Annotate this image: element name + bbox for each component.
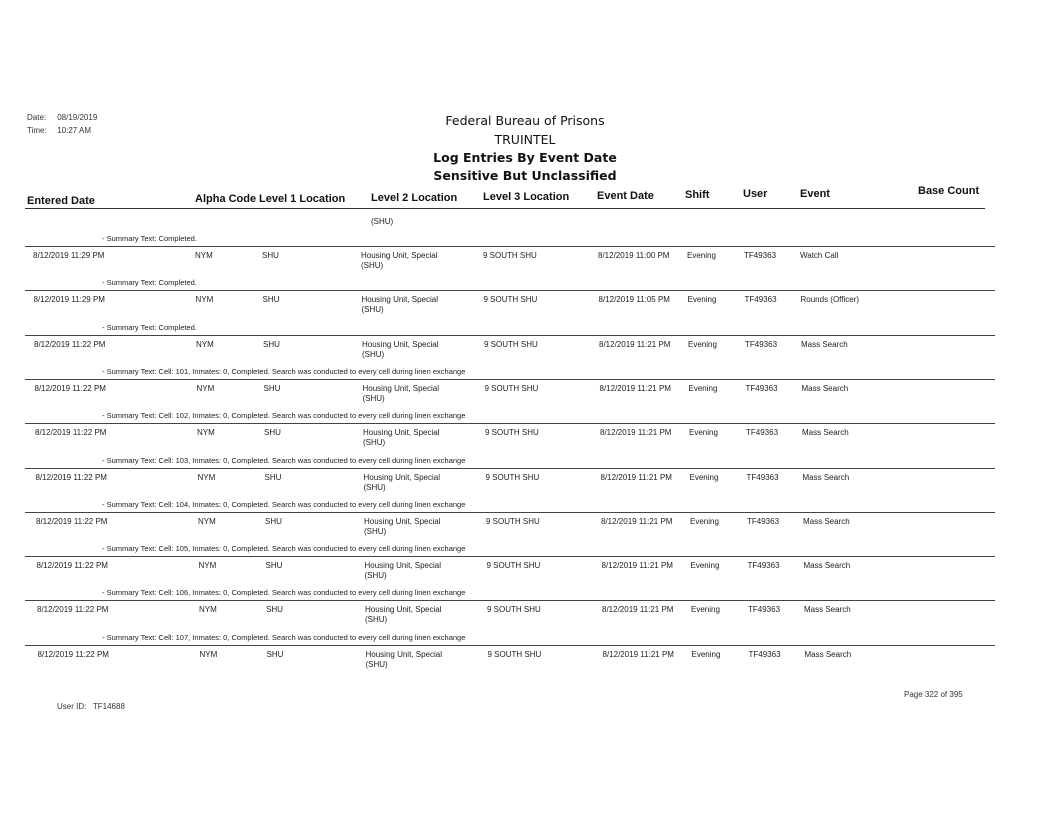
summary-text: - Summary Text: Completed. — [102, 322, 197, 332]
user-cell: TF49363 — [745, 339, 778, 349]
page-number: Page 322 of 395 — [904, 690, 963, 699]
shift-cell: Evening — [689, 472, 719, 482]
level1-location-cell: SHU — [264, 472, 282, 482]
shift-cell: Evening — [687, 295, 717, 305]
user-cell: TF49363 — [746, 472, 779, 482]
event-cell: Mass Search — [803, 561, 851, 571]
summary-text: - Summary Text: Cell: 106, Inmates: 0, Completed. Search was conducted to every cell during linen exchange — [102, 588, 466, 598]
level3-location-cell: 9 SOUTH SHU — [486, 561, 541, 571]
entered-date-cell: 8/12/2019 11:22 PM — [34, 383, 106, 393]
level2-location-cell: Housing Unit, Special (SHU) — [365, 649, 442, 669]
event-cell: Mass Search — [804, 605, 851, 615]
level2-location-cell: Housing Unit, Special (SHU) — [364, 516, 441, 536]
row-divider — [25, 468, 995, 469]
level1-location-cell: SHU — [263, 383, 281, 393]
table-row — [0, 367, 1056, 411]
summary-text: - Summary Text: Completed. — [102, 234, 197, 243]
user-cell: TF49363 — [746, 428, 779, 438]
alpha-code-cell: NYM — [197, 428, 215, 438]
user-cell: TF49363 — [748, 649, 781, 659]
alpha-code-cell: NYM — [198, 561, 217, 571]
event-date-cell: 8/12/2019 11:05 PM — [598, 295, 670, 305]
col-event-date: Event Date — [597, 190, 654, 202]
level1-location-cell: SHU — [266, 605, 283, 615]
event-cell: Watch Call — [800, 251, 839, 260]
shift-cell: Evening — [689, 428, 718, 438]
col-user: User — [743, 188, 768, 200]
row-divider — [25, 246, 995, 247]
summary-text: - Summary Text: Cell: 102, Inmates: 0, Completed. Search was conducted to every cell during linen exchange — [102, 411, 466, 421]
alpha-code-cell: NYM — [196, 383, 215, 393]
alpha-code-cell: NYM — [199, 605, 217, 615]
entered-date-cell: 8/12/2019 11:22 PM — [36, 516, 108, 526]
time-label: Time: — [27, 126, 47, 135]
level1-location-cell: SHU — [265, 561, 283, 571]
event-cell: Rounds (Officer) — [800, 295, 860, 305]
user-id-value: TF14688 — [92, 702, 125, 711]
agency-title: Federal Bureau of Prisons — [445, 113, 605, 128]
system-title: TRUINTEL — [494, 132, 556, 147]
report-date — [27, 113, 97, 122]
alpha-code-cell: NYM — [199, 649, 218, 659]
report-title: Log Entries By Event Date — [433, 150, 617, 165]
level3-location-cell: 9 SOUTH SHU — [487, 649, 542, 659]
col-level3-location: Level 3 Location — [483, 191, 570, 203]
event-cell: Mass Search — [801, 339, 848, 349]
entered-date-cell: 8/12/2019 11:22 PM — [37, 649, 109, 659]
user-cell: TF49363 — [747, 516, 780, 526]
level2-location-cell: Housing Unit, Special (SHU) — [364, 561, 441, 581]
entered-date-cell: 8/12/2019 11:29 PM — [33, 295, 105, 305]
level3-location-cell: 9 SOUTH SHU — [484, 383, 539, 393]
footer-user — [57, 702, 125, 711]
event-date-cell: 8/12/2019 11:21 PM — [601, 516, 673, 526]
level2-location-cell: Housing Unit, Special (SHU) — [361, 295, 438, 315]
table-header — [25, 185, 985, 209]
level3-location-cell: 9 SOUTH SHU — [486, 516, 540, 526]
table-row — [0, 500, 1056, 544]
col-alpha-code: Alpha Code — [195, 193, 257, 205]
classification-title: Sensitive But Unclassified — [433, 168, 617, 183]
summary-text: - Summary Text: Cell: 101, Inmates: 0, Completed. Search was conducted to every cell during linen exchange — [102, 366, 466, 376]
event-date-cell: 8/12/2019 11:21 PM — [599, 339, 671, 349]
user-cell: TF49363 — [747, 561, 780, 571]
event-date-cell: 8/12/2019 11:00 PM — [598, 251, 670, 260]
header-rule — [25, 208, 985, 209]
alpha-code-cell: NYM — [195, 295, 214, 305]
col-base-count: Base Count — [918, 185, 980, 197]
table-row — [0, 234, 1056, 278]
entered-date-cell: 8/12/2019 11:22 PM — [36, 561, 108, 571]
shift-cell: Evening — [691, 605, 720, 615]
summary-text: - Summary Text: Completed. — [102, 278, 197, 288]
summary-text: - Summary Text: Cell: 107, Inmates: 0, Completed. Search was conducted to every cell during linen exchange — [102, 632, 466, 642]
user-cell: TF49363 — [748, 605, 781, 615]
level3-location-cell: 9 SOUTH SHU — [483, 295, 538, 305]
event-date-cell: 8/12/2019 11:21 PM — [602, 649, 674, 659]
shift-cell: Evening — [688, 339, 717, 349]
level1-location-cell: SHU — [262, 295, 280, 305]
row-divider — [25, 423, 995, 424]
event-date-cell: 8/12/2019 11:21 PM — [600, 428, 672, 438]
level2-location-cell: Housing Unit, Special (SHU) — [365, 605, 442, 625]
entered-date-cell: 8/12/2019 11:22 PM — [35, 472, 107, 482]
level3-location-cell: 9 SOUTH SHU — [485, 428, 539, 438]
row-divider — [25, 512, 995, 513]
col-level2-location: Level 2 Location — [371, 192, 458, 204]
date-label: Date: — [27, 113, 47, 122]
level1-location-cell: SHU — [266, 649, 284, 659]
row-divider — [25, 645, 995, 646]
summary-text: - Summary Text: Cell: 104, Inmates: 0, Completed. Search was conducted to every cell during linen exchange — [102, 499, 466, 509]
entered-date-cell: 8/12/2019 11:29 PM — [33, 251, 105, 260]
row-divider — [25, 556, 995, 557]
table-row — [0, 278, 1056, 322]
date-value: 08/19/2019 — [57, 113, 98, 122]
level3-location-cell: 9 SOUTH SHU — [487, 605, 541, 615]
entered-date-cell: 8/12/2019 11:22 PM — [34, 339, 106, 349]
shift-cell: Evening — [690, 516, 719, 526]
table-row — [0, 411, 1056, 455]
entered-date-cell: 8/12/2019 11:22 PM — [35, 428, 107, 438]
summary-text: - Summary Text: Cell: 103, Inmates: 0, Completed. Search was conducted to every cell during linen exchange — [102, 455, 466, 465]
shift-cell: Evening — [691, 649, 721, 659]
level2-location-cell: Housing Unit, Special (SHU) — [363, 428, 440, 448]
user-cell: TF49363 — [744, 251, 777, 260]
event-cell: Mass Search — [801, 383, 849, 393]
col-entered-date: Entered Date — [27, 195, 95, 207]
shift-cell: Evening — [690, 561, 720, 571]
summary-text: - Summary Text: Cell: 105, Inmates: 0, Completed. Search was conducted to every cell during linen exchange — [102, 544, 466, 554]
level1-location-cell: SHU — [265, 516, 282, 526]
table-row — [0, 544, 1056, 588]
user-id-label: User ID: — [57, 702, 87, 711]
event-date-cell: 8/12/2019 11:21 PM — [602, 605, 674, 615]
alpha-code-cell: NYM — [196, 339, 214, 349]
level1-location-cell: SHU — [263, 339, 280, 349]
row-divider — [25, 335, 995, 336]
level2-location-cell: Housing Unit, Special (SHU) — [363, 472, 440, 492]
table-row — [0, 323, 1056, 367]
table-row — [0, 633, 1056, 677]
col-event: Event — [800, 188, 830, 200]
alpha-code-cell: NYM — [197, 472, 216, 482]
col-shift: Shift — [685, 189, 710, 201]
level3-location-cell: 9 SOUTH SHU — [483, 251, 537, 260]
event-cell: Mass Search — [804, 649, 852, 659]
report-time — [27, 126, 91, 135]
level3-location-cell: 9 SOUTH SHU — [485, 472, 540, 482]
event-date-cell: 8/12/2019 11:21 PM — [600, 472, 672, 482]
event-date-cell: 8/12/2019 11:21 PM — [601, 561, 673, 571]
col-level1-location: Level 1 Location — [259, 193, 346, 205]
level3-location-cell: 9 SOUTH SHU — [484, 339, 538, 349]
event-date-cell: 8/12/2019 11:21 PM — [599, 383, 671, 393]
shift-cell: Evening — [687, 251, 716, 260]
event-cell: Mass Search — [802, 428, 849, 438]
table-row — [0, 456, 1056, 500]
shift-cell: Evening — [688, 383, 718, 393]
user-cell: TF49363 — [744, 295, 777, 305]
table-row — [0, 588, 1056, 632]
row-divider — [25, 290, 995, 291]
alpha-code-cell: NYM — [195, 251, 213, 260]
event-cell: Mass Search — [803, 516, 850, 526]
carryover-level2: (SHU) — [371, 217, 394, 226]
level1-location-cell: SHU — [264, 428, 281, 438]
event-cell: Mass Search — [802, 472, 850, 482]
row-divider — [25, 600, 995, 601]
level1-location-cell: SHU — [262, 251, 279, 260]
level2-location-cell: Housing Unit, Special (SHU) — [361, 251, 438, 270]
user-cell: TF49363 — [745, 383, 778, 393]
level2-location-cell: Housing Unit, Special (SHU) — [362, 339, 439, 359]
row-divider — [25, 379, 995, 380]
entered-date-cell: 8/12/2019 11:22 PM — [37, 605, 109, 615]
alpha-code-cell: NYM — [198, 516, 216, 526]
level2-location-cell: Housing Unit, Special (SHU) — [362, 383, 439, 403]
time-value: 10:27 AM — [57, 126, 92, 135]
